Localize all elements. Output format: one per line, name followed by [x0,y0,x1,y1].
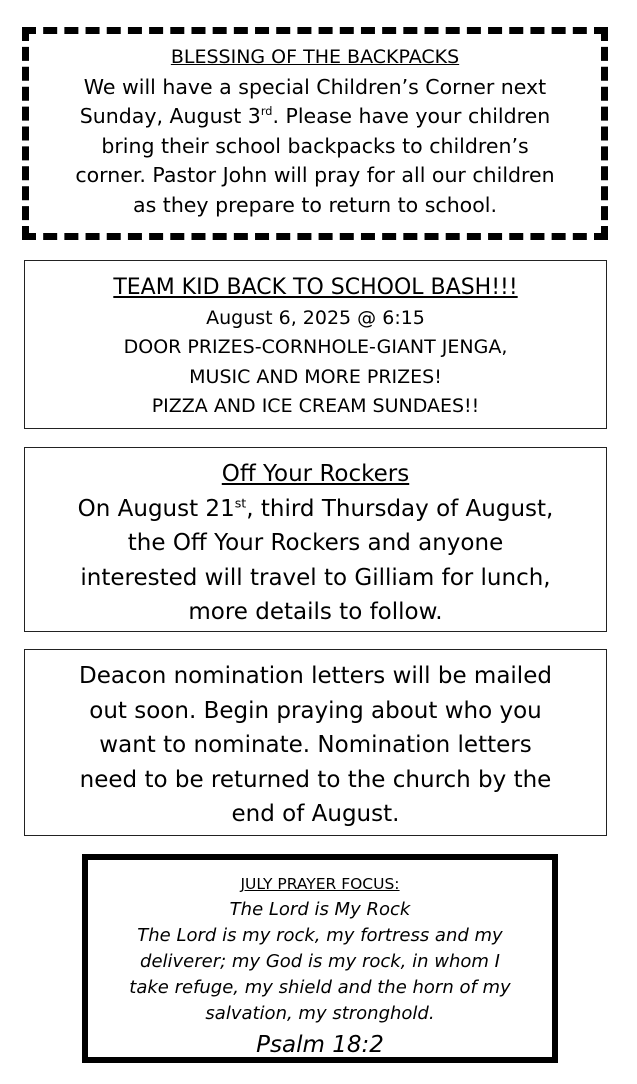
team-kid-title: TEAM KID BACK TO SCHOOL BASH!!! [113,275,518,300]
prayer-line-1: The Lord is my rock, my fortress and my [137,925,503,946]
blessing-line-2 [29,102,601,132]
blessing-line-3: bring their school backpacks to children’s [101,133,529,158]
off-your-rockers-box [24,447,607,632]
rockers-line-4: more details to follow. [188,599,443,625]
blessing-title: BLESSING OF THE BACKPACKS [170,46,460,68]
deacon-line-1: Deacon nomination letters will be mailed [79,663,552,689]
blessing-line-2a: Sunday, August 3 [79,104,261,129]
rockers-line-1-superscript: st [234,494,247,510]
team-kid-box [24,260,607,429]
prayer-line-3: take refuge, my shield and the horn of my [129,977,511,998]
prayer-title: JULY PRAYER FOCUS: [240,875,400,893]
rockers-line-1a: On August 21 [77,495,235,522]
team-kid-line-2: MUSIC AND MORE PRIZES! [189,365,442,388]
deacon-nomination-box [24,649,607,836]
prayer-reference: Psalm 18:2 [256,1032,384,1058]
blessing-line-5: as they prepare to return to school. [133,192,497,217]
deacon-line-5: end of August. [231,801,400,827]
team-kid-date: August 6, 2025 @ 6:15 [206,307,425,329]
deacon-line-4: need to be returned to the church by the [79,766,552,793]
team-kid-line-1: DOOR PRIZES-CORNHOLE-GIANT JENGA, [123,336,508,359]
rockers-line-3: interested will travel to Gilliam for lunch, [80,564,551,591]
blessing-line-2b: . Please have your children [272,104,551,129]
rockers-line-2: the Off Your Rockers and anyone [127,530,504,556]
team-kid-line-3: PIZZA AND ICE CREAM SUNDAES!! [151,395,480,418]
blessing-line-1: We will have a special Children’s Corner next [83,74,547,99]
prayer-focus-box [82,854,558,1063]
prayer-subtitle: The Lord is My Rock [229,899,411,920]
blessing-backpacks-box [22,27,608,240]
deacon-line-2: out soon. Begin praying about who you [89,697,542,724]
rockers-line-1b: , third Thursday of August, [246,495,554,522]
prayer-line-4: salvation, my stronghold. [205,1003,435,1024]
rockers-line-1 [25,492,606,527]
blessing-line-4: corner. Pastor John will pray for all our children [75,163,555,188]
rockers-title: Off Your Rockers [221,461,410,487]
deacon-line-3: want to nominate. Nomination letters [99,732,532,758]
blessing-line-2-superscript: rd [260,105,273,119]
prayer-line-2: deliverer; my God is my rock, in whom I [140,951,500,972]
